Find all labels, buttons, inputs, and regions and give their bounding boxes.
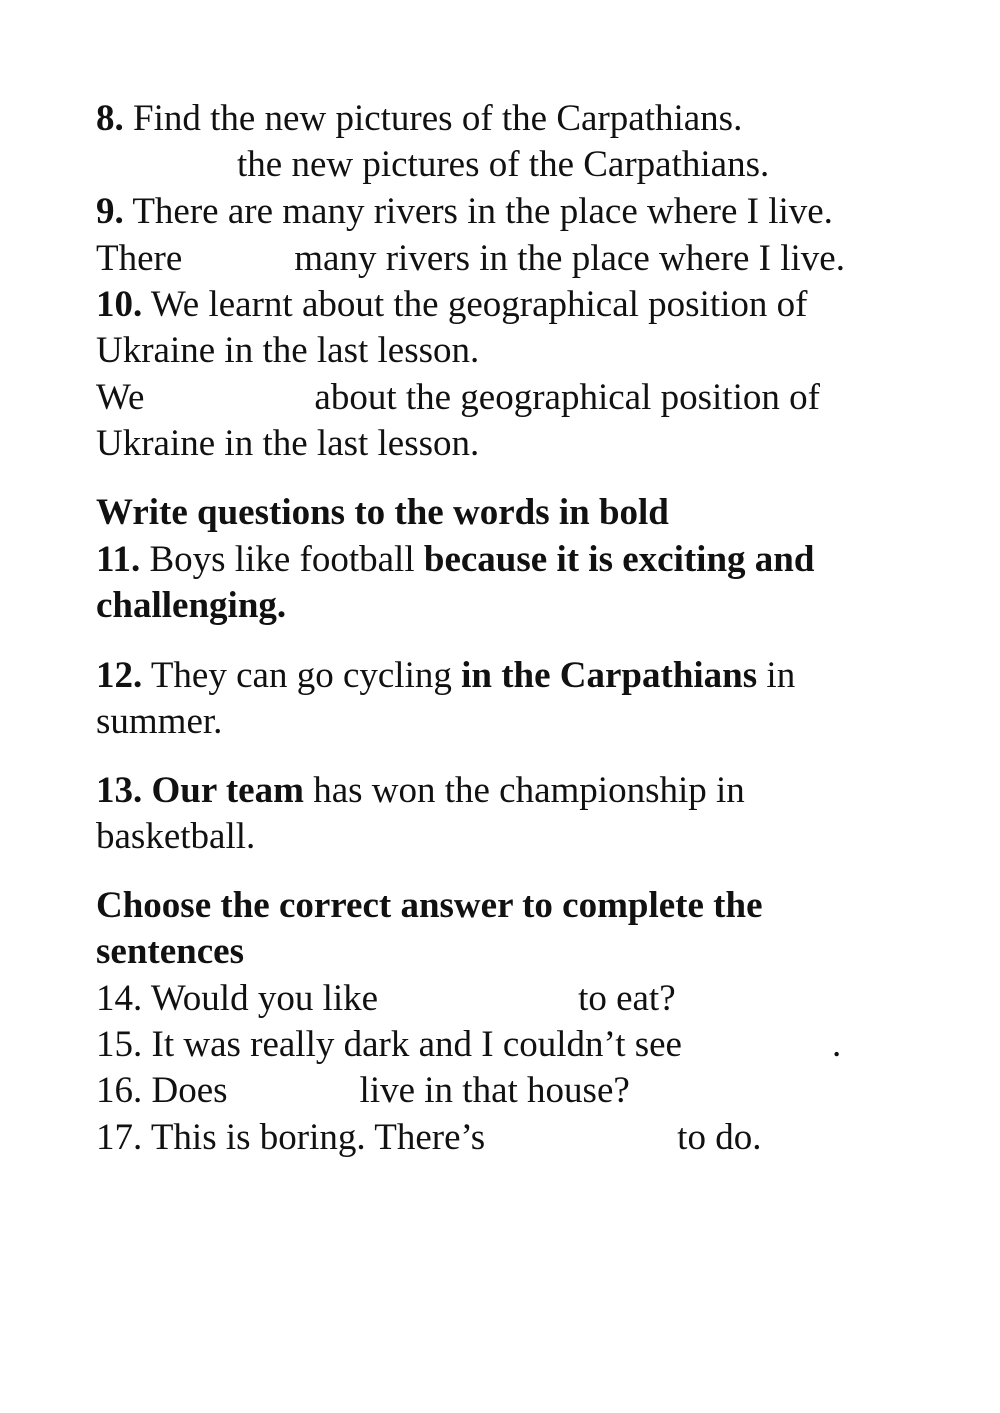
item-10-answer-rest: about the geographical position of [314,377,820,418]
item-8-sentence [96,97,742,141]
item-12-number: 12. [96,655,143,696]
item-10-answer-line2: Ukraine in the last lesson. [96,423,480,464]
item-9-sentence [96,190,833,234]
item-17 [96,1116,761,1160]
item-11-sentence [96,538,814,582]
item-9-number: 9. [96,191,124,232]
item-11-text: Boys like football [140,539,424,580]
item-15-end: . [831,1024,842,1065]
item-16 [96,1069,630,1113]
item-10-number: 10. [96,284,143,325]
section-heading-choose-line2: sentences [96,931,244,972]
item-12-bold: in the Carpathians [461,655,758,696]
item-8-answer-rest: the new pictures of the Carpathians. [237,144,770,185]
item-15 [96,1023,841,1067]
item-16-end: live in that house? [359,1070,630,1111]
item-14 [96,977,676,1021]
item-13-text: has won the championship in [303,770,745,811]
item-10-answer [96,376,820,420]
item-9-text: There are many rivers in the place where I live. [123,191,833,232]
item-12-line2: summer. [96,701,223,742]
item-10-sentence [96,283,807,327]
item-9-answer-rest: many rivers in the place where I live. [294,238,845,279]
item-15-start: 15. It was really dark and I couldn’t see [96,1024,682,1065]
item-14-end: to eat? [578,978,676,1019]
item-9-answer-start: There [96,238,183,279]
item-16-start: 16. Does [96,1070,228,1111]
item-13-bold: 13. Our team [96,770,304,811]
item-14-start: 14. Would you like [96,978,379,1019]
item-13-line2: basketball. [96,816,256,857]
item-8-answer [96,143,769,187]
item-12-text: They can go cycling [142,655,462,696]
item-10-answer-start: We [96,377,145,418]
item-12-text-after: in [757,655,796,696]
item-11-bold: because it is exciting and [423,539,815,580]
item-13-sentence [96,769,745,813]
item-12-sentence [96,654,795,698]
section-heading-choose: Choose the correct answer to complete the [96,885,763,926]
item-17-end: to do. [677,1117,762,1158]
item-9-answer [96,237,845,281]
section-heading-questions: Write questions to the words in bold [96,492,669,533]
item-10-sentence-line2: Ukraine in the last lesson. [96,330,480,371]
item-10-text: We learnt about the geographical position of [142,284,808,325]
item-8-number: 8. [96,98,124,139]
item-11-number: 11. [96,539,141,580]
item-17-start: 17. This is boring. There’s [96,1117,486,1158]
item-11-bold-line2: challenging. [96,585,287,626]
item-8-text: Find the new pictures of the Carpathians. [123,98,743,139]
